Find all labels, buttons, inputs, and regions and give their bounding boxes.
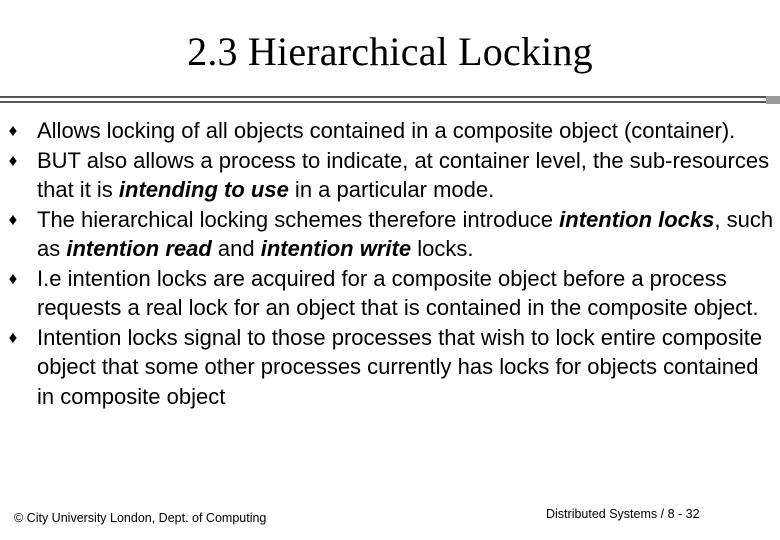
divider-line-top: [0, 96, 780, 98]
title-divider: [0, 96, 780, 106]
footer-copyright: © City University London, Dept. of Computing: [14, 511, 267, 525]
bullet-item: [0, 264, 775, 323]
bullet-text: Intention locks signal to those processes that wish to lock entire composite object that some other processes currently has locks for objects contained in composite object: [37, 324, 763, 409]
diamond-bullet-icon: ♦: [8, 150, 18, 170]
bullet-text: locks.: [411, 236, 474, 261]
bullet-text: and: [211, 236, 261, 261]
bullet-text: , such as: [37, 206, 774, 261]
footer-course-page: Distributed Systems / 8 - 32: [546, 507, 700, 521]
bullet-text: The hierarchical locking schemes therefore introduce: [37, 206, 560, 232]
slide-title: 2.3 Hierarchical Locking: [187, 29, 593, 74]
bullet-text: Allows locking of all objects contained in a composite object (container).: [37, 118, 736, 143]
bullet-text: I.e intention locks are acquired for a composite object before a process requests a real lock for an object that is contained in the composite object.: [37, 265, 759, 320]
bullet-item: [0, 323, 775, 412]
emphasized-term: intention write: [260, 236, 412, 261]
emphasized-term: intending to use: [118, 177, 289, 202]
diamond-bullet-icon: ♦: [8, 327, 18, 347]
emphasized-term: intention read: [66, 236, 212, 261]
bullet-text: in a particular mode.: [288, 177, 495, 202]
bullet-item: [0, 116, 775, 146]
emphasized-term: intention locks: [559, 206, 715, 232]
bullet-list: [0, 116, 775, 411]
divider-end-block: [766, 96, 780, 104]
diamond-bullet-icon: ♦: [8, 268, 18, 288]
divider-line-bottom: [0, 101, 780, 103]
bullet-text: BUT also allows a process to indicate, at container level, the sub-resources that it is: [37, 147, 770, 202]
bullet-item: [0, 205, 775, 264]
diamond-bullet-icon: ♦: [8, 209, 18, 229]
diamond-bullet-icon: ♦: [8, 121, 18, 140]
bullet-item: [0, 146, 775, 205]
